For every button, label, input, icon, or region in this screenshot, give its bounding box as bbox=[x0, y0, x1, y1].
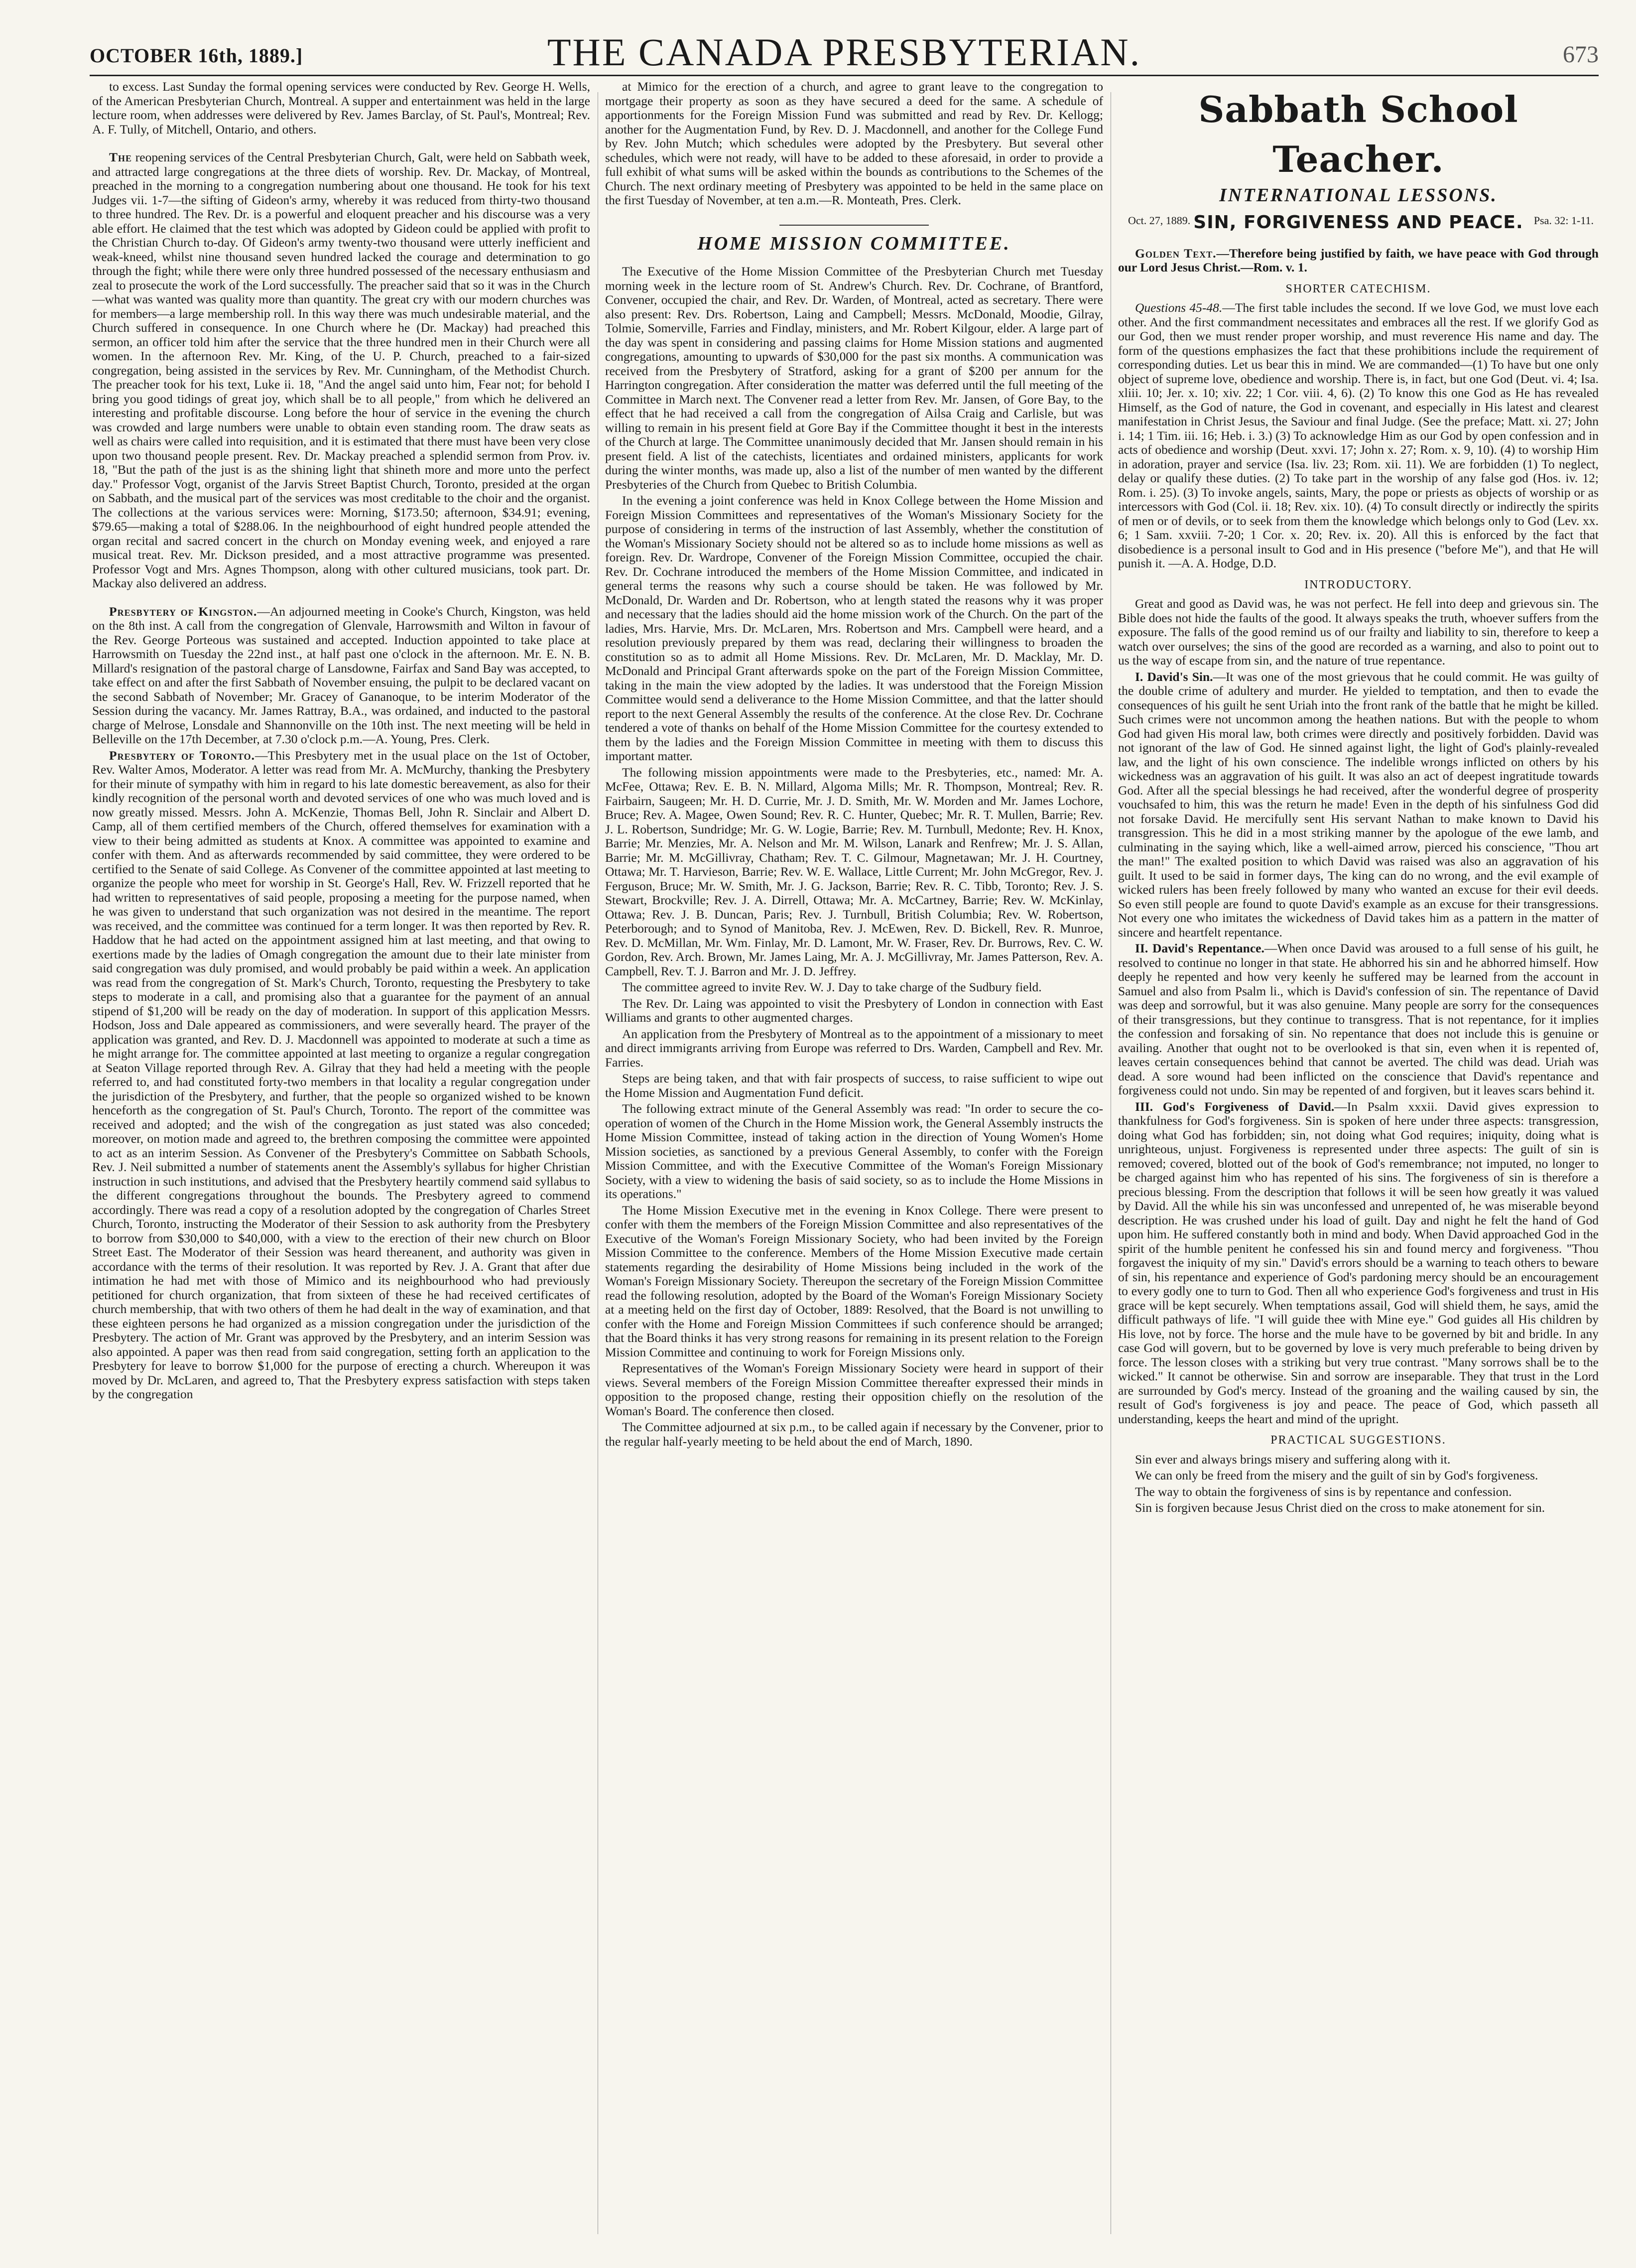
section-divider bbox=[779, 225, 929, 226]
paragraph bbox=[1118, 1100, 1599, 1427]
paragraph: An application from the Presbytery of Montreal as to the appointment of a missionary to meet and direct immigrants arriving from Europe was referred to Drs. Warden, Campbell and Rev. Mr. Farries. bbox=[605, 1026, 1103, 1069]
section-title: Sabbath School Teacher. bbox=[1198, 88, 1518, 180]
paragraph: The following mission appointments were made to the Presbyteries, etc., named: Mr. A. McFee, Ottawa; Rev. E. B. N. Millard, Algoma Mills; Mr. R. Thompson, Montreal; Rev. R. Fairbairn, Saugeen; Mr. H. D. Currie, Mr. J. D. Smith, Mr. W. Morden and Mr. James Lochore, Bruce; Rev. A. Magee, Owen Sound; Rev. R. C. Hunter, Quebec; Mr. R. T. Mullen, Barrie; Rev. J. L. Robertson, Sundridge; Mr. G. W. Logie, Barrie; Rev. M. Turnbull, Medonte; Rev. H. Knox, Barrie; Mr. Menzies, Mr. A. Nelson and Mr. M. Wilson, Lanark and Renfrew; Mr. J. S. Allan, Barrie; Mr. M. McGillivray, Chatham; Rev. T. C. Gilmour, Magnetawan; Mr. J. H. Courtney, Ottawa; Mr. T. Harvieson, Barrie; Rev. W. E. Wallace, Little Current; Mr. John McGregor, Rev. J. Ferguson, Bruce; Mr. W. Smith, Mr. J. G. Jackson, Barrie; Rev. R. C. Tibb, Toronto; Rev. J. S. Stewart, Brockville; Rev. J. A. Dirrell, Ottawa; Mr. A. McCartney, Barrie; Rev. W. McKinlay, Ottawa; Rev. J. B. Duncan, Paris; Rev. J. Turnbull, British Columbia; Rev. W. Robertson, Peterborough; and to Synod of Manitoba, Rev. J. McEwen, Rev. D. Bickell, Rev. R. Munroe, Rev. D. McMillan, Mr. Wm. Finlay, Mr. D. Lamont, Mr. W. Fraser, Rev. Dr. Burrows, Rev. C. W. Gordon, Rev. Arch. Brown, Mr. James Laing, Mr. A. J. McGillivray, Mr. James Patterson, Rev. A. Campbell, Rev. T. J. Barron and Mr. J. D. Jeffrey. bbox=[605, 765, 1103, 978]
paragraph-text: —When once David was aroused to a full sense of his guilt, he resolved to continue no longer in that state. He abhorred his sin and he abhorred himself. How deeply he repented and how very keenly he suffered may be learned from the account in Samuel and also from Psalm li., which is David's confession of sin. The repentance of David was deep and sorrowful, but it was also genuine. Many people are sorry for the consequences of their transgressions, but they continue to transgress. That is not repentance, for it implies the confession and forsaking of sin. No repentance that does not include this is genuine or availing. Another that ought not to be overlooked is that sin, even when it is repented of, leaves certain consequences behind that cannot be averted. The child was dead. Uriah was dead. A sore wound had been inflicted on the conscience that David's repentance and forgiveness could not undo. Sin may be repented of and forgiven, but it leaves scars behind it. bbox=[1118, 941, 1599, 1097]
column-1 bbox=[92, 80, 590, 2242]
masthead bbox=[90, 30, 1599, 85]
paragraph: The Home Mission Executive met in the evening in Knox College. There were present to confer with them the members of the Foreign Mission Committee and also representatives of the Executive of the Woman's Foreign Missionary Society, who had been invited by the Foreign Mission Committee to the conference. Members of the Home Mission Executive made certain statements regarding the desirability of Home Missions being included in the work of the Woman's Foreign Missionary Society. Thereupon the secretary of the Foreign Mission Committee read the following resolution, adopted by the Board of the Woman's Foreign Missionary Society at a meeting held on the first day of October, 1889: Resolved, that the Board is not unwilling to confer with the Home and Foreign Mission Committees if such conference should be arranged; that the Board thinks it has very strong reasons for remaining in its present relation to the Foreign Mission Committee and continuing to work for Foreign Missions only. bbox=[605, 1202, 1103, 1359]
lesson-date: Oct. 27, 1889. bbox=[1128, 214, 1191, 227]
paragraph: to excess. Last Sunday the formal opening services were conducted by Rev. George H. Wells, of the American Presbyterian Church, Montreal. A supper and entertainment was held in the large lecture room, when addresses were delivered by Rev. James Barclay, of St. Paul's, Montreal; Rev. A. F. Tully, of Mitchell, Ontario, and others. bbox=[92, 80, 590, 136]
paragraph: The Committee adjourned at six p.m., to be called again if necessary by the Convener, prior to the regular half-yearly meeting to be held about the end of March, 1890. bbox=[605, 1420, 1103, 1449]
section-subtitle: INTERNATIONAL LESSONS. bbox=[1219, 185, 1498, 206]
lesson-header bbox=[1118, 212, 1599, 247]
paragraph: at Mimico for the erection of a church, and agree to grant leave to the congregation to mortgage their property as soon as they have secured a deed for the same. A schedule of apportionments for the Foreign Mission Fund was submitted and read by Rev. Dr. Kellogg; another for the Augmentation Fund, by Rev. D. J. Macdonnell, and another for the College Fund by Rev. John Mutch; which schedules were adopted by the Presbytery. But several other schedules, which were not ready, will have to be added to these aforesaid, in order to provide a full exhibit of what sums will be asked within the bounds as contributions to the Schemes of the Church. The next ordinary meeting of Presbytery was appointed to be held in the same place on the first Tuesday of November, at ten a.m.—R. Monteath, Pres. Clerk. bbox=[605, 80, 1103, 207]
paragraph-text: —In Psalm xxxii. David gives expression to thankfulness for God's forgiveness. Sin is spoken of here under three aspects: transgression, doing what God has forbidden; sin, not doing what God requires; iniquity, doing what is unrighteous, unjust. Forgiveness is represented under three aspects: The guilt of sin is removed; covered, blotted out of the book of God's remembrance; not imputed, no longer to be charged against him who has repented of his sins. The forgiveness of sin is therefore a precious blessing. From the description that follows it will be seen how greatly it was valued by David. All the while his sin was unconfessed and unrepented of, he was miserable beyond description. He was crushed under his load of guilt. Day and night he felt the hand of God upon him. He suffered constantly both in mind and body. When David approached God in the spirit of the humble penitent he confessed his sin and found mercy and forgiveness. "Thou forgavest the iniquity of my sin." David's errors should be a warning to teach others to beware of sin, his repentance and experience of God's pardoning mercy should be an encouragement to every godly one to turn to God. Then all who experience God's forgiveness and trust in His grace will be kept securely. When temptations assail, God will shield them, he says, amid the difficult pathways of life. "I will guide thee with Mine eye." God guides all His children by His love, not by force. The horse and the mule have to be governed by bit and bridle. In any case God will govern, but to be governed by love is very much preferable to being driven by force. The lesson closes with a striking but very true contrast. "Many sorrows shall be to the wicked." It cannot be otherwise. Sin and sorrow are inseparable. They that trust in the Lord are surrounded by God's mercy. Instead of the groaning and the wailing caused by sin, the result of God's forgiveness is joy and peace. The peace of God, which passeth all understanding, keeps the heart and mind of the upright. bbox=[1118, 1099, 1599, 1426]
page-number: 673 bbox=[1563, 41, 1599, 68]
masthead-rule bbox=[90, 75, 1599, 76]
golden-text-body: —Therefore being justified by faith, we have peace with God through our Lord Jesus Christ.—Rom. v. 1. bbox=[1118, 246, 1599, 274]
suggestion: Sin ever and always brings misery and suffering along with it. bbox=[1135, 1452, 1451, 1467]
paragraph-lead: The bbox=[109, 150, 132, 164]
paragraph: Representatives of the Woman's Foreign Missionary Society were heard in support of their views. Several members of the Foreign Mission Committee thereafter expressed their minds in opposition to the proposed change, resting their opposition chiefly on the resolution of the Woman's Board. The conference then closed. bbox=[605, 1361, 1103, 1418]
paragraph bbox=[92, 605, 590, 747]
paragraph bbox=[92, 749, 590, 1402]
paragraph: The Executive of the Home Mission Committee of the Presbyterian Church met Tuesday morning week in the lecture room of St. Andrew's Church. Rev. Dr. Cochrane, of Brantford, Convener, occupied the chair, and Rev. Dr. Warden, of Montreal, acted as secretary. There were also present: Rev. Drs. Robertson, Laing and Campbell; Messrs. McDonald, Moodie, Gilray, Tolmie, Somerville, Farries and Findlay, ministers, and Mr. Robert Kilgour, elder. A large part of the day was spent in considering and passing claims for Home Mission stations and augmented congregations, amounting to upwards of $30,000 for the past six months. A communication was received from the Presbytery of Stratford, asking for a grant of $200 per annum for the Harrington congregation. After consideration the matter was deferred until the full meeting of the Committee in March next. The Convener read a letter from Rev. Mr. Jansen, of Gore Bay, to the effect that he had received a call from the congregation of Ailsa Craig and Carlisle, but was willing to remain in his present field at Gore Bay if the Committee thought it best in the interests of the Church at large. The Committee unanimously decided that Mr. Jansen should remain in his present field. A list of the catechists, licentiates and ordained ministers, applicants for work during the winter months, was made up, also a list of the number of men wanted by the different Presbyteries of the Church from Quebec to British Columbia. bbox=[605, 264, 1103, 492]
suggestion: The way to obtain the forgiveness of sins is by repentance and confession. bbox=[1135, 1484, 1512, 1499]
paragraph-lead: I. David's Sin. bbox=[1135, 669, 1213, 684]
subheading: PRACTICAL SUGGESTIONS. bbox=[1270, 1434, 1446, 1447]
lesson-title: SIN, FORGIVENESS AND PEACE. bbox=[1193, 212, 1523, 233]
paragraph: The following extract minute of the General Assembly was read: "In order to secure the co-operation of women of the Church in the Home Mission work, the General Assembly instructs the Home Mission Committee, instead of taking action in the direction of Young Women's Home Mission societies, as sanctioned by a previous General Assembly, to confer with the Foreign Mission Committee, and with the Executive Committee of the Woman's Foreign Missionary Society, with a view to widening the basis of said society, so as to include the Home Missions in its operations." bbox=[605, 1101, 1103, 1201]
section-heading: HOME MISSION COMMITTEE. bbox=[697, 233, 1011, 254]
paragraph bbox=[92, 150, 590, 591]
paragraph-text: —This Presbytery met in the usual place on the 1st of October, Rev. Walter Amos, Moderator. A letter was read from Mr. A. McMurchy, thanking the Presbytery for their minute of sympathy with him in regard to his late domestic bereavement, as also for their kindly recognition of the personal worth and devoted services of one who was much loved and is now greatly missed. Messrs. John A. McKenzie, Thomas Bell, John R. Sinclair and Albert D. Camp, all of them certified members of the Church, offered themselves for examination with a view to their being admitted as students at Knox. A committee was appointed to examine and confer with them. And as afterwards recommended by said committee, they were ordered to be certified to the Senate of said College. As Convener of the committee appointed at last meeting to organize the people who meet for worship in St. George's Hall, Rev. W. Frizzell reported that he had written to representatives of said people, proposing a meeting for the purpose named, when he was given to understand that such organization was not desired in the meantime. The report was received, and the committee was continued for a term longer. It was then reported by Rev. R. Haddow that he had acted on the appointment assigned him at last meeting, and that owing to exertions made by the ladies of Omagh congregation the amount due to their late minister from said congregation was duly promised, and would probably be paid within a week. An application was read from the congregation of St. Mark's Church, Toronto, requesting the Presbytery to take steps to moderate in a call, and promising also that a guarantee for the payment of an annual stipend of $1,200 will be ready on the day of moderation. In support of this application Messrs. Hodson, Joss and Dale appeared as commissioners, and were severally heard. The prayer of the application was granted, and Rev. D. J. Macdonnell was appointed to moderate at such a time as he might arrange for. The committee appointed at last meeting to organize a regular congregation at Seaton Village reported through Rev. A. Gilray that they had held a meeting with the people referred to, and had constituted forty-two members in that locality a regular congregation under the jurisdiction of the Presbytery, and further, that the people so organized wished to be known henceforth as the congregation of St. Paul's Church, Toronto. The report of the committee was received and adopted; and the wish of the congregation as just stated was also conceded; moreover, on motion made and agreed to, the brethren composing the committee were appointed to act as an interim Session. As Convener of the Presbytery's Committee on Sabbath Schools, Rev. J. Neil submitted a number of statements anent the Assembly's syllabus for higher Christian instruction in such institutions, and advised that the Presbytery heartily commend said syllabus to the different congregations throughout the bounds. The Presbytery agreed to commend accordingly. There was read a copy of a resolution adopted by the congregation of Charles Street Church, Toronto, instructing the Moderator of their Session to ask authority from the Presbytery to borrow from $30,000 to $40,000, with a view to the erection of their new church on Bloor Street East. The Moderator of their Session was heard thereanent, and authority was given in accordance with the terms of their resolution. It was reported by Rev. J. A. Grant that after due intimation he had met with those of Mimico and its neighbourhood who had previously petitioned for church organization, that from sixteen of these he had received certificates of church membership, that with two others of them he had dealt in the way of examination, and that these eighteen persons he had organized as a mission congregation under the jurisdiction of the Presbytery. The action of Mr. Grant was approved by the Presbytery, and an interim Session was also appointed. A paper was then read from said congregation, setting forth an application to the Presbytery for leave to borrow $1,000 for the purpose of erecting a church. Whereupon it was moved by Dr. McLaren, and agreed to, That the Presbytery express satisfaction with steps taken by the congregation bbox=[92, 748, 590, 1401]
suggestion: Sin is forgiven because Jesus Christ died on the cross to make atonement for sin. bbox=[1135, 1500, 1545, 1515]
paragraph-text: —An adjourned meeting in Cooke's Church, Kingston, was held on the 8th inst. A call from the congregation of Glenvale, Harrowsmith and Wilton in favour of the Rev. George Porteous was sustained and accepted. Induction appointed to take place at Harrowsmith on Tuesday the 22nd inst., at half past one o'clock in the afternoon. Mr. E. N. B. Millard's resignation of the pastoral charge of Lansdowne, Fairfax and Sand Bay was accepted, to take effect on and after the first Sabbath of November ensuing, the pulpit to be declared vacant on the second Sabbath of November; Mr. Gracey of Gananoque, to be interim Moderator of the Session during the vacancy. Mr. James Rattray, B.A., was ordained, and inducted to the pastoral charge of Melrose, Lonsdale and Shannonville on the 10th inst. The next meeting will be held in Belleville on the 17th December, at 7.30 o'clock p.m.—A. Young, Pres. Clerk. bbox=[92, 604, 590, 746]
paragraph: Great and good as David was, he was not perfect. He fell into deep and grievous sin. The Bible does not hide the faults of the good. It always speaks the truth, whoever suffers from the exposure. The falls of the good remind us of our frailty and liability to sin, therefore to keep a watch over ourselves; the sins of the good are recorded as a warning, and also to point out to us the way of escape from sin, and the nature of true repentance. bbox=[1118, 596, 1599, 667]
golden-text bbox=[1118, 247, 1599, 275]
golden-text-label: Golden Text. bbox=[1135, 246, 1217, 261]
paragraph bbox=[1118, 941, 1599, 1098]
paragraph-lead: Questions 45-48. bbox=[1135, 300, 1223, 315]
issue-date: OCTOBER 16th, 1889.] bbox=[90, 44, 303, 67]
subheading: SHORTER CATECHISM. bbox=[1285, 282, 1431, 295]
newspaper-title: THE CANADA PRESBYTERIAN. bbox=[547, 30, 1141, 74]
subheading: INTRODUCTORY. bbox=[1304, 578, 1412, 591]
paragraph: Steps are being taken, and that with fair prospects of success, to raise sufficient to wipe out the Home Mission and Augmentation Fund deficit. bbox=[605, 1071, 1103, 1100]
paragraph-lead: Presbytery of Toronto. bbox=[109, 748, 255, 763]
paragraph-text: —It was one of the most grievous that he could commit. He was guilty of the double crime of adultery and murder. He yielded to temptation, and then to evade the consequences of his guilt he sent Uriah into the front rank of the battle that he might be killed. Such crimes were not uncommon among the heathen nations. But with the people to whom God had given His moral law, both crimes were directly and positively forbidden. David was not ignorant of the law of God. He sinned against light, the light of God's plainly-revealed law, and the light of his own conscience. The indelible wrongs inflicted on others by his wickedness was an aggravation of his guilt. It was also an act of deepest ingratitude towards God. After all the special blessings he had received, after the wonderful degree of prosperity vouchsafed to him, this was the return he made! Even in the depth of his sinfulness God did not forsake David. He mercifully sent His servant Nathan to make known to David his transgression. This he did in a most striking manner by the apologue of the ewe lamb, and culminating in the saying which, like a well-aimed arrow, pierced his conscience, "Thou art the man!" The exalted position to which David was raised was also an aggravation of his guilt. It used to be said in former days, The king can do no wrong, and the evil example of wicked rulers has been freely followed by many who wanted an excuse for their evil deeds. So even still people are found to quote David's example as an excuse for their transgressions. Not every one who imitates the wickedness of David takes him as a pattern in the matter of sincere and heartfelt repentance. bbox=[1118, 669, 1599, 939]
paragraph-text: reopening services of the Central Presbyterian Church, Galt, were held on Sabbath week, and attracted large congregations at the three diets of worship. Rev. Dr. Mackay, of Montreal, preached in the morning to a congregation numbering about one thousand. He took for his text Judges vii. 1-7—the sifting of Gideon's army, whereby it was reduced from thirty-two thousand to three hundred. The Rev. Dr. is a powerful and eloquent preacher and his discourse was a very able effort. He claimed that the test which was adopted by Gideon could be applied with profit to the Christian Church to-day. Of Gideon's army twenty-two thousand were utterly inefficient and weak-kneed, whilst nine thousand seven hundred lacked the courage and determination to go through the fight; while there were only three hundred possessed of the necessary enthusiasm and zeal to prosecute the work of the Lord successfully. The preacher said that so it was in the Church—what was wanted was quality more than quantity. The great cry with our modern churches was for members—a large membership roll. In this way there was much undesirable material, and the Church suffered in consequence. In one Church where he (Dr. Mackay) had preached this sermon, an officer told him after the service that the three hundred men in their Church were all women. In the afternoon Rev. Mr. King, of the U. P. Church, preached to a fair-sized congregation, being assisted in the services by Rev. Mr. Cunningham, of the Methodist Church. The preacher took for his text, Luke ii. 18, "And the angel said unto him, Fear not; for behold I bring you good tidings of great joy, which shall be to all people," from which he delivered an interesting and profitable discourse. Long before the hour of service in the evening the church was crowded and large numbers were unable to obtain even standing room. The draw seats as well as chairs were called into requisition, and it is estimated that there must have been very close upon two thousand people present. Rev. Dr. Mackay preached a splendid sermon from Prov. iv. 18, "But the path of the just is as the shining light that shineth more and more unto the perfect day." Professor Vogt, organist of the Jarvis Street Baptist Church, Toronto, presided at the organ on Sabbath, and the musical part of the services was most creditable to the choir and the organist. The collections at the various services were: Morning, $173.50; afternoon, $34.91; evening, $79.65—making a total of $288.06. In the neighbourhood of eight hundred people attended the organ recital and sacred concert in the church on Monday evening week, and enjoyed a rare musical treat. Rev. Mr. Dickson presided, and a most attractive programme was presented. Professor Vogt and Mrs. Agnes Thompson, along with other cultured musicians, took part. Dr. Mackay also delivered an address. bbox=[92, 150, 590, 590]
paragraph bbox=[1118, 670, 1599, 940]
column-2 bbox=[605, 80, 1103, 2242]
paragraph bbox=[1118, 301, 1599, 571]
paragraph: In the evening a joint conference was held in Knox College between the Home Mission and Foreign Mission Committees and representatives of the Woman's Missionary Society for the purpose of considering in terms of the instruction of last Assembly, whether the constitution of the Woman's Missionary Society should not be altered so as to include home missions as well as foreign. Rev. Dr. Wardrope, Convener of the Foreign Mission Committee, occupied the chair. Rev. Dr. Cochrane introduced the members of the Home Mission Committee, and indicated in general terms the reasons why such a course should be taken. He was followed by Mr. McDonald, Dr. Warden and Dr. Robertson, who at length stated the reasons why it was proper and necessary that the ladies should aid the home mission work of the Church. On the part of the ladies, Mrs. Harvie, Mrs. Dr. McLaren, Mrs. Robertson and Mrs. Campbell were heard, and a resolution previously prepared by them was read, declaring their willingness to broaden the constitution so as to admit all Home Missions. Rev. Dr. McLaren, Mr. D. Macklay, Mr. D. McDonald and Principal Grant afterwards spoke on the part of the Foreign Mission Committee, taking in the main the view adopted by the ladies. It was understood that the Foreign Mission Committee would send a deliverance to the Home Mission Committee, and that the latter should report to the next General Assembly the results of the conference. At the close Rev. Dr. Cochrane tendered a vote of thanks on behalf of the Home Mission Committee for the courtesy extended to them by the ladies and the Foreign Mission Committee in meeting with them to discuss this important matter. bbox=[605, 493, 1103, 763]
paragraph-lead: Presbytery of Kingston. bbox=[109, 604, 257, 619]
paragraph-text: —The first table includes the second. If we love God, we must love each other. And the first commandment necessitates and embraces all the rest. If we glorify God as our God, then we must render proper worship, and must reverence His name and day. The form of the questions emphasizes the fact that these prohibitions include the requirement of corresponding duties. Let us bear this in mind. We are commanded—(1) To have but one only object of supreme love, obedience and worship. There is, in fact, but one God (Deut. vi. 4; Isa. xliii. 10; Jer. x. 10; xiv. 22; 1 Cor. viii. 4, 6). (2) To know this one God as He has revealed Himself, as the God of nature, the God in covenant, and especially in His latest and clearest manifestation in Christ Jesus, the Saviour and final Judge. (See the preface; Matt. xi. 27; John i. 14; 1 Tim. iii. 16; Heb. i. 3.) (3) To acknowledge Him as our God by open confession and in acts of obedience and worship (Deut. xxvi. 17; John x. 27; Rom. x. 9, 10). (4) to worship Him in adoration, prayer and service (Isa. liv. 23; Rom. xii. 11). We are forbidden (1) To neglect, delay or qualify these duties. (2) To take part in the worship of any false god (Hos. iv. 12; Rom. i. 25). (3) To invoke angels, saints, Mary, the pope or priests as objects of worship or as intercessors with God (Col. ii. 18; Rev. xix. 10). (4) To consult directly or indirectly the spirits of men or of devils, or to seek from them the knowledge which belongs only to God (Lev. xx. 6; 1 Sam. xxviii. 7-20; 1 Cor. x. 20; Rev. ix. 20). All this is enforced by the fact that disobedience is a personal insult to God and in His presence ("before Me"), and that He will punish it. —A. A. Hodge, D.D. bbox=[1118, 300, 1599, 570]
paragraph-lead: II. David's Repentance. bbox=[1135, 941, 1264, 955]
suggestion: We can only be freed from the misery and the guilt of sin by God's forgiveness. bbox=[1135, 1468, 1538, 1482]
paragraph: The Rev. Dr. Laing was appointed to visit the Presbytery of London in connection with East Williams and grants to other augmented charges. bbox=[605, 996, 1103, 1025]
column-3 bbox=[1118, 80, 1599, 2242]
paragraph-lead: III. God's Forgiveness of David. bbox=[1135, 1099, 1335, 1114]
paragraph: The committee agreed to invite Rev. W. J. Day to take charge of the Sudbury field. bbox=[622, 980, 1042, 994]
lesson-reference: Psa. 32: 1-11. bbox=[1533, 214, 1594, 227]
